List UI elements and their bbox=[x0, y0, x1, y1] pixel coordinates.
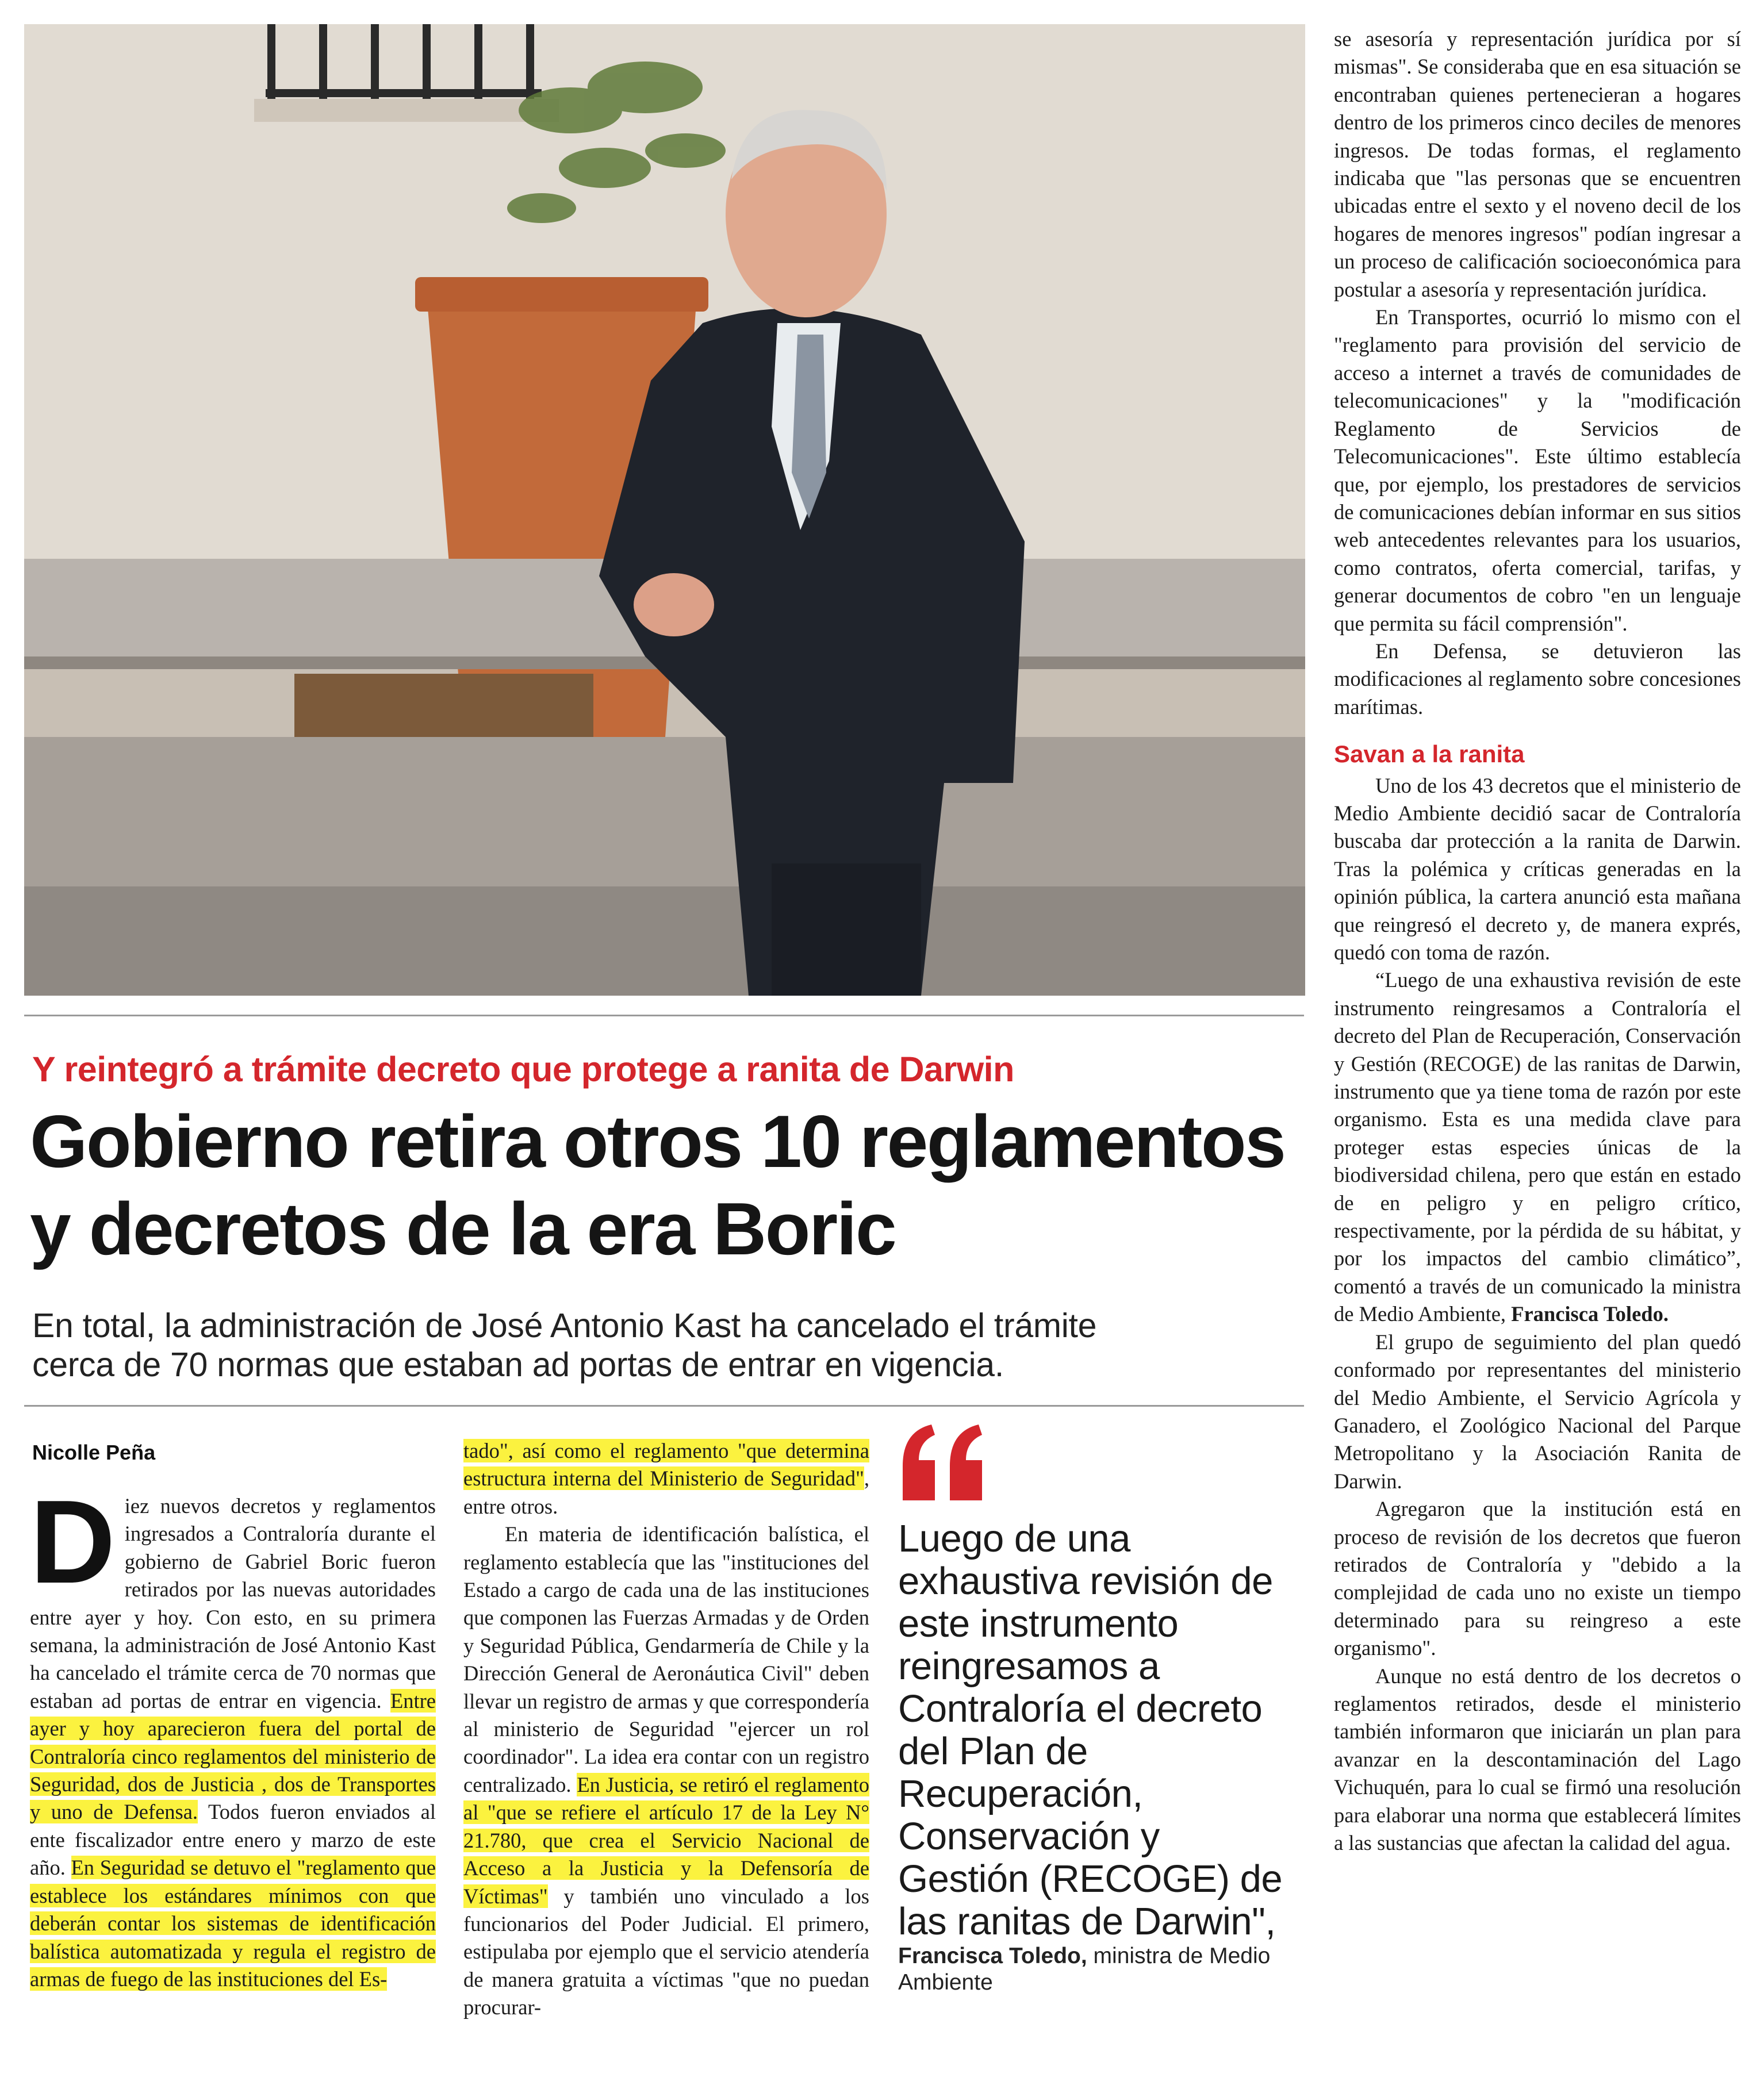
highlighted-text: Entre ayer y hoy aparecieron fuera del portal de Contraloría cinco reglamentos del ministerio de Seguridad, dos de Justicia , dos de Transportes y uno de Defensa. bbox=[30, 1688, 436, 1824]
pull-quote: Luego de una exhaustiva revisión de este instrumento reingresamos a Contraloría el decreto del Plan de Recuperación, Conservación y Gestión (RECOGE) de las ranitas de Darwin", bbox=[898, 1517, 1283, 1943]
paragraph: “Luego de una exhaustiva revisión de este instrumento reingresamos a Contraloría el decreto del Plan de Recuperación, Conservación y Gestión (RECOGE) de las ranitas de Darwin, instrumento que ya tiene toma de razón por este organismo. Esta es una medida clave para proteger estas especies únicas de la biodiversidad chilena, pero que están en estado de en peligro y en peligro crítico, respectivamente, por la pérdida de su hábitat, y por los impactos del cambio climático”, comentó a través de un comunicado la ministra de Medio Ambiente, Francisca Toledo. bbox=[1334, 968, 1741, 1326]
paragraph: Diez nuevos decretos y reglamentos ingresados a Contraloría durante el gobierno de Gabriel Boric fueron retirados por las nuevas autoridades entre ayer y hoy. Con esto, en su primera semana, la administración de José Antonio Kast ha cancelado el trámite cerca de 70 normas que estaban ad portas de entrar en vigencia. Entre ayer y hoy aparecieron fuera del portal de Contraloría cinco reglamentos del ministerio de Seguridad, dos de Justicia , dos de Transportes y uno de Defensa. Todos fueron enviados al ente fiscalizador entre enero y marzo de este año. En Seguridad se detuvo el "reglamento que establece los estándares mínimos con que deberán contar los sistemas de identificación balística automatizada y regula el registro de armas de fuego de las instituciones del Es- bbox=[30, 1476, 436, 1991]
headline-line-1: Gobierno retira otros 10 reglamentos bbox=[30, 1100, 1285, 1183]
paragraph: tado", así como el reglamento "que determina estructura interna del Ministerio de Seguridad", entre otros. bbox=[463, 1439, 869, 1518]
body-column-3 bbox=[1334, 25, 1741, 1857]
deck-bottom-rule bbox=[24, 1405, 1304, 1407]
pull-quote-attribution bbox=[898, 1943, 1301, 1996]
paragraph: Aunque no está dentro de los decretos o reglamentos retirados, desde el ministerio también informaron que iniciarán un plan para avanzar en la descontaminación del Lago Vichuquén, para lo cual se firmó una resolución para elaborar una norma que establecerá límites a las sustancias que afectan la calidad del agua. bbox=[1334, 1664, 1741, 1855]
quoted-name: Francisca Toledo. bbox=[1511, 1302, 1669, 1326]
paragraph: En Transportes, ocurrió lo mismo con el "reglamento para provisión del servicio de acceso a internet a través de comunidades de telecomunicaciones" y la "modificación Reglamento de Servicios de Telecomunicaciones". Este último establecía que, por ejemplo, los prestadores de servicios de comunicaciones debían informar en sus sitios web antecedentes relevantes para los usuarios, como contratos, oferta comercial, tarifas, y generar documentos de cobro "en un lenguaje que permita su fácil comprensión". bbox=[1334, 305, 1741, 635]
highlighted-text: tado", así como el reglamento "que determina estructura interna del Ministerio de Seguridad" bbox=[463, 1439, 869, 1491]
deck bbox=[32, 1306, 1297, 1384]
article-photo bbox=[24, 24, 1305, 996]
deck-line-2: cerca de 70 normas que estaban ad portas de entrar en vigencia. bbox=[32, 1346, 1004, 1384]
subheading: Savan a la ranita bbox=[1334, 740, 1525, 768]
paragraph: En Defensa, se detuvieron las modificaciones al reglamento sobre concesiones marítimas. bbox=[1334, 639, 1741, 719]
body-column-1 bbox=[30, 1476, 436, 1993]
drop-cap: D bbox=[30, 1476, 116, 1608]
headline bbox=[30, 1098, 1312, 1273]
deck-line-1: En total, la administración de José Antonio Kast ha cancelado el trámite bbox=[32, 1307, 1097, 1345]
pull-quote-role: ministra de Medio Ambiente bbox=[898, 1944, 1271, 1995]
pull-quote-name: Francisca Toledo, bbox=[898, 1944, 1087, 1968]
kicker: Y reintegró a trámite decreto que protege a ranita de Darwin bbox=[32, 1050, 1014, 1089]
body-column-2 bbox=[463, 1437, 869, 2022]
byline: Nicolle Peña bbox=[32, 1441, 156, 1464]
paragraph: Uno de los 43 decretos que el ministerio de Medio Ambiente decidió sacar de Contraloría buscaba dar protección a la ranita de Darwin. Tras la polémica y críticas generadas en la opinión pública, la cartera anunció esta mañana que reingresó el decreto y, de manera exprés, quedó con toma de razón. bbox=[1334, 773, 1741, 964]
highlighted-text: En Justicia, se retiró el reglamento al "que se refiere el artículo 17 de la Ley N° 21.780, que crea el Servicio Nacional de Acceso a la Justicia y la Defensoría de Víctimas" bbox=[463, 1772, 869, 1908]
headline-top-rule bbox=[24, 1015, 1304, 1016]
paragraph: Agregaron que la institución está en proceso de revisión de los decretos que fueron retirados de Contraloría y "debido a la complejidad de cada uno no existe un tiempo determinado para su reingreso a este organismo". bbox=[1334, 1497, 1741, 1660]
photo-illustration bbox=[24, 24, 1305, 996]
paragraph: El grupo de seguimiento del plan quedó conformado por representantes del ministerio del Medio Ambiente, el Servicio Agrícola y Ganadero, el Zoológico Nacional del Parque Metropolitano y la Asociación Ranita de Darwin. bbox=[1334, 1330, 1741, 1493]
quote-mark-icon bbox=[897, 1420, 989, 1506]
paragraph: En materia de identificación balística, el reglamento establecía que las "instituciones del Estado a cargo de cada una de las instituciones que componen las Fuerzas Armadas y de Orden y Seguridad Pública, Gendarmería de Chile y la Dirección General de Aeronáutica Civil" deben llevar un registro de armas y que correspondería al ministerio de Seguridad "ejercer un rol coordinador". La idea era contar con un registro centralizado. En Justicia, se retiró el reglamento al "que se refiere el artículo 17 de la Ley N° 21.780, que crea el Servicio Nacional de Acceso a la Justicia y la Defensoría de Víctimas" y también uno vinculado a los funcionarios del Poder Judicial. El primero, estipulaba por ejemplo que el servicio atendería de manera gratuita a víctimas "que no puedan procurar- bbox=[463, 1522, 869, 2019]
paragraph: se asesoría y representación jurídica por sí mismas". Se consideraba que en esa situación se encontraban quienes pertenecieran a hogares dentro de los primeros cinco deciles de menores ingresos. De todas formas, el reglamento indicaba que "las personas que se encuentren ubicadas entre el sexto y el noveno decil de los hogares de menores ingresos" podían ingresar a un proceso de calificación socioeconómica para postular a asesoría y representación jurídica. bbox=[1334, 27, 1741, 301]
highlighted-text: En Seguridad se detuvo el "reglamento que establece los estándares mínimos con que deberán contar los sistemas de identificación balística automatizada y regula el registro de armas de fuego de las instituciones del Es- bbox=[30, 1856, 436, 1991]
headline-line-2: y decretos de la era Boric bbox=[30, 1188, 896, 1270]
